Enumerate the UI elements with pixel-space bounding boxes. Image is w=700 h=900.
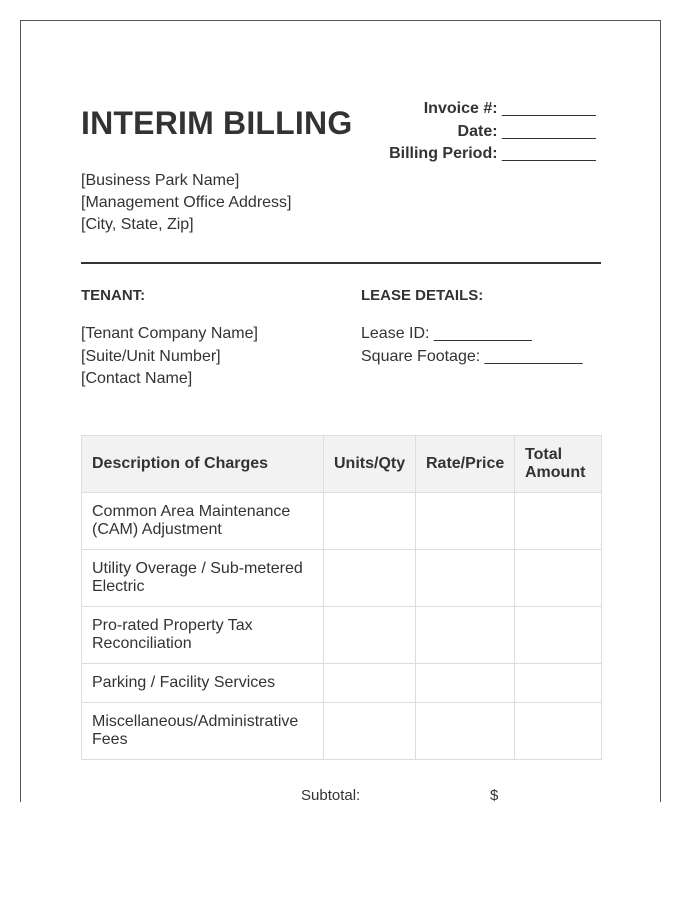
- lease-info: [361, 323, 583, 368]
- invoice-meta: [389, 98, 600, 166]
- units-cell[interactable]: [324, 550, 416, 607]
- total-cell[interactable]: [515, 703, 602, 760]
- square-footage: Square Footage: ___________: [361, 347, 583, 365]
- table-row: [82, 703, 602, 760]
- suite-unit-number: [Suite/Unit Number]: [81, 347, 221, 365]
- total-cell[interactable]: [515, 550, 602, 607]
- table-row: [82, 493, 602, 550]
- invoice-number-label: Invoice #:: [423, 100, 498, 117]
- column-header-total: Total Amount: [515, 436, 602, 493]
- charge-description: Parking / Facility Services: [82, 664, 324, 703]
- date-label: Date:: [457, 122, 498, 140]
- invoice-page: [20, 20, 661, 802]
- tenant-info: [81, 323, 258, 391]
- column-header-description: Description of Charges: [82, 436, 324, 493]
- units-cell[interactable]: [324, 664, 416, 703]
- table-row: [82, 607, 602, 664]
- units-cell[interactable]: [324, 607, 416, 664]
- invoice-number-field[interactable]: ___________: [502, 100, 596, 117]
- charge-description: Pro-rated Property Tax Reconciliation: [82, 607, 324, 664]
- total-cell[interactable]: [515, 664, 602, 703]
- units-cell[interactable]: [324, 493, 416, 550]
- lease-details-heading: LEASE DETAILS:: [361, 287, 484, 304]
- document-title: INTERIM BILLING: [81, 105, 353, 141]
- rate-cell[interactable]: [416, 664, 515, 703]
- table-row: [82, 550, 602, 607]
- table-row: [82, 664, 602, 703]
- billing-period-field[interactable]: ___________: [502, 145, 596, 162]
- rate-cell[interactable]: [416, 493, 515, 550]
- column-header-rate: Rate/Price: [416, 436, 515, 493]
- business-park-name: [Business Park Name]: [81, 172, 240, 189]
- charges-table: [81, 435, 602, 760]
- rate-cell[interactable]: [416, 703, 515, 760]
- rate-cell[interactable]: [416, 550, 515, 607]
- header-divider: [81, 262, 601, 264]
- subtotal-label: Subtotal:: [301, 787, 361, 802]
- lease-id: Lease ID: ___________: [361, 325, 532, 342]
- tenant-heading: TENANT:: [81, 287, 146, 304]
- contact-name: [Contact Name]: [81, 370, 193, 387]
- units-cell[interactable]: [324, 703, 416, 760]
- charge-description: Common Area Maintenance (CAM) Adjustment: [82, 493, 324, 550]
- total-cell[interactable]: [515, 607, 602, 664]
- table-header-row: [82, 436, 602, 493]
- total-cell[interactable]: [515, 493, 602, 550]
- landlord-address: [81, 170, 291, 236]
- invoice-number-row: [389, 98, 600, 121]
- column-header-units: Units/Qty: [324, 436, 416, 493]
- billing-period-row: [389, 143, 600, 166]
- charge-description: Miscellaneous/Administrative Fees: [82, 703, 324, 760]
- tenant-company-name: [Tenant Company Name]: [81, 325, 258, 342]
- charge-description: Utility Overage / Sub-metered Electric: [82, 550, 324, 607]
- subtotal-currency: $: [490, 787, 499, 802]
- date-field[interactable]: ___________: [502, 122, 596, 140]
- management-office-address: [Management Office Address]: [81, 194, 292, 211]
- billing-period-label: Billing Period:: [389, 145, 498, 162]
- city-state-zip: [City, State, Zip]: [81, 216, 194, 233]
- rate-cell[interactable]: [416, 607, 515, 664]
- date-row: [389, 121, 600, 144]
